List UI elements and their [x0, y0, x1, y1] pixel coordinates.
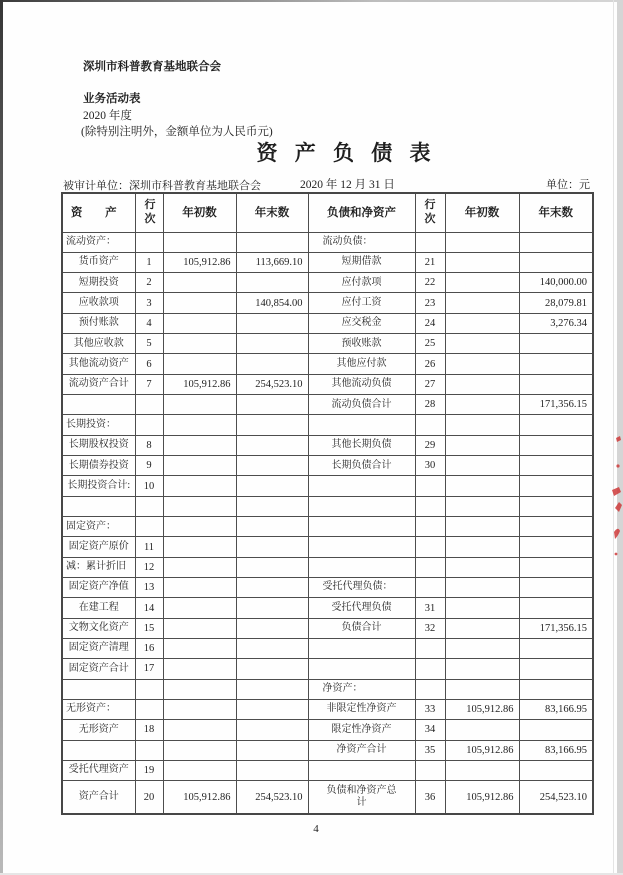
asset-label-cell: 其他应收款 — [62, 334, 135, 354]
table-row — [62, 395, 593, 415]
line-no-cell: 21 — [415, 252, 445, 272]
line-no-cell: 18 — [135, 720, 163, 740]
end-balance-cell — [519, 537, 593, 557]
start-balance-cell — [163, 537, 236, 557]
end-balance-cell — [519, 435, 593, 455]
asset-label-cell: 固定资产合计 — [62, 659, 135, 679]
liability-label-cell: 其他流动负债 — [308, 374, 415, 394]
liability-label-cell: 流动负债： — [308, 232, 415, 252]
asset-label-cell: 长期股权投资 — [62, 435, 135, 455]
liability-label-cell: 非限定性净资产 — [308, 700, 415, 720]
header-start-balance-cell: 年初数 — [163, 193, 236, 232]
line-no-cell: 22 — [415, 273, 445, 293]
table-row — [62, 679, 593, 699]
line-no-cell: 7 — [135, 374, 163, 394]
liability-label-cell — [308, 476, 415, 496]
start-balance-cell — [163, 293, 236, 313]
start-balance-cell — [163, 679, 236, 699]
line-no-cell — [415, 557, 445, 577]
end-balance-cell — [236, 415, 308, 435]
line-no-cell: 26 — [415, 354, 445, 374]
table-row — [62, 252, 593, 272]
line-no-cell — [415, 537, 445, 557]
start-balance-cell: 105,912.86 — [163, 252, 236, 272]
start-balance-cell — [163, 557, 236, 577]
line-no-cell: 3 — [135, 293, 163, 313]
start-balance-cell — [445, 557, 519, 577]
end-balance-cell — [236, 761, 308, 781]
end-balance-cell — [519, 374, 593, 394]
line-no-cell: 31 — [415, 598, 445, 618]
start-balance-cell — [445, 435, 519, 455]
table-row — [62, 639, 593, 659]
end-balance-cell — [519, 659, 593, 679]
balance-sheet-table — [61, 192, 594, 815]
report-date: 2020 年 12 月 31 日 — [300, 179, 395, 191]
end-balance-cell — [236, 456, 308, 476]
header-liability-label-cell: 负债和净资产 — [308, 193, 415, 232]
asset-label-cell: 固定资产原价 — [62, 537, 135, 557]
end-balance-cell — [236, 598, 308, 618]
end-balance-cell — [236, 313, 308, 333]
line-no-cell: 4 — [135, 313, 163, 333]
end-balance-cell: 254,523.10 — [236, 781, 308, 814]
table-row — [62, 435, 593, 455]
start-balance-cell — [445, 313, 519, 333]
asset-label-cell — [62, 679, 135, 699]
liability-label-cell: 负债和净资产总计 — [308, 781, 415, 814]
asset-label-cell: 应收款项 — [62, 293, 135, 313]
asset-label-cell — [62, 740, 135, 760]
table-row — [62, 273, 593, 293]
line-no-cell: 33 — [415, 700, 445, 720]
header-end-balance-cell: 年末数 — [236, 193, 308, 232]
liability-label-cell — [308, 517, 415, 537]
line-no-cell — [135, 700, 163, 720]
line-no-cell: 30 — [415, 456, 445, 476]
table-row — [62, 557, 593, 577]
start-balance-cell — [445, 334, 519, 354]
end-balance-cell — [519, 578, 593, 598]
liability-label-cell: 限定性净资产 — [308, 720, 415, 740]
end-balance-cell — [519, 496, 593, 516]
liability-label-cell: 流动负债合计 — [308, 395, 415, 415]
start-balance-cell — [445, 415, 519, 435]
end-balance-cell — [236, 334, 308, 354]
liability-label-cell — [308, 537, 415, 557]
start-balance-cell — [163, 435, 236, 455]
line-no-cell: 12 — [135, 557, 163, 577]
start-balance-cell — [163, 456, 236, 476]
end-balance-cell — [236, 517, 308, 537]
asset-label-cell: 无形资产： — [62, 700, 135, 720]
page-title-wrap — [100, 137, 593, 167]
end-balance-cell: 3,276.34 — [519, 313, 593, 333]
asset-label-cell: 无形资产 — [62, 720, 135, 740]
line-no-cell: 29 — [415, 435, 445, 455]
start-balance-cell — [163, 334, 236, 354]
end-balance-cell — [236, 273, 308, 293]
end-balance-cell: 254,523.10 — [519, 781, 593, 814]
end-balance-cell: 254,523.10 — [236, 374, 308, 394]
line-no-cell — [135, 395, 163, 415]
start-balance-cell — [445, 598, 519, 618]
line-no-cell — [415, 232, 445, 252]
line-no-cell: 9 — [135, 456, 163, 476]
liability-label-cell — [308, 496, 415, 516]
asset-label-cell: 流动资产： — [62, 232, 135, 252]
line-no-cell: 23 — [415, 293, 445, 313]
line-no-cell — [135, 496, 163, 516]
table-row — [62, 700, 593, 720]
table-row — [62, 456, 593, 476]
start-balance-cell — [163, 578, 236, 598]
header-line-no-cell: 行次 — [135, 193, 163, 232]
table-row — [62, 232, 593, 252]
line-no-cell — [415, 761, 445, 781]
liability-label-cell — [308, 761, 415, 781]
end-balance-cell: 113,669.10 — [236, 252, 308, 272]
asset-label-cell — [62, 496, 135, 516]
end-balance-cell — [236, 435, 308, 455]
liability-label-cell: 应付款项 — [308, 273, 415, 293]
start-balance-cell — [163, 517, 236, 537]
liability-label-cell: 负债合计 — [308, 618, 415, 638]
liability-label-cell: 长期负债合计 — [308, 456, 415, 476]
end-balance-cell — [519, 252, 593, 272]
asset-label-cell: 短期投资 — [62, 273, 135, 293]
asset-label-cell: 长期债券投资 — [62, 456, 135, 476]
asset-label-cell: 货币资产 — [62, 252, 135, 272]
table-row — [62, 740, 593, 760]
start-balance-cell — [163, 761, 236, 781]
end-balance-cell — [236, 395, 308, 415]
asset-label-cell: 固定资产： — [62, 517, 135, 537]
asset-label-cell: 文物文化资产 — [62, 618, 135, 638]
end-balance-cell — [236, 639, 308, 659]
end-balance-cell — [236, 232, 308, 252]
start-balance-cell — [445, 395, 519, 415]
line-no-cell: 6 — [135, 354, 163, 374]
start-balance-cell — [163, 232, 236, 252]
start-balance-cell — [445, 679, 519, 699]
line-no-cell: 24 — [415, 313, 445, 333]
line-no-cell: 35 — [415, 740, 445, 760]
start-balance-cell — [445, 720, 519, 740]
start-balance-cell — [163, 720, 236, 740]
start-balance-cell — [163, 598, 236, 618]
asset-label-cell: 在建工程 — [62, 598, 135, 618]
header-asset-label-cell: 资 产 — [62, 193, 135, 232]
table-row — [62, 415, 593, 435]
start-balance-cell — [445, 273, 519, 293]
end-balance-cell: 28,079.81 — [519, 293, 593, 313]
currency-unit-label: 单位：元 — [546, 179, 590, 191]
start-balance-cell: 105,912.86 — [445, 700, 519, 720]
table-row — [62, 476, 593, 496]
table-row — [62, 293, 593, 313]
start-balance-cell — [445, 476, 519, 496]
end-balance-cell — [236, 700, 308, 720]
liability-label-cell: 其他长期负债 — [308, 435, 415, 455]
currency-note: (除特别注明外，金额单位为人民币元) — [81, 126, 273, 138]
line-no-cell: 20 — [135, 781, 163, 814]
line-no-cell — [135, 232, 163, 252]
end-balance-cell — [236, 659, 308, 679]
end-balance-cell — [519, 720, 593, 740]
liability-label-cell: 净资产合计 — [308, 740, 415, 760]
table-row — [62, 313, 593, 333]
table-row — [62, 334, 593, 354]
start-balance-cell — [445, 374, 519, 394]
liability-label-cell — [308, 557, 415, 577]
page-title: 资 产 负 债 表 — [256, 141, 437, 165]
end-balance-cell — [519, 476, 593, 496]
start-balance-cell: 105,912.86 — [445, 740, 519, 760]
end-balance-cell — [519, 639, 593, 659]
table-row — [62, 496, 593, 516]
line-no-cell — [415, 679, 445, 699]
start-balance-cell — [163, 740, 236, 760]
start-balance-cell — [445, 252, 519, 272]
end-balance-cell — [519, 679, 593, 699]
end-balance-cell — [519, 517, 593, 537]
table-row — [62, 598, 593, 618]
line-no-cell: 17 — [135, 659, 163, 679]
line-no-cell — [415, 659, 445, 679]
start-balance-cell — [445, 537, 519, 557]
line-no-cell: 32 — [415, 618, 445, 638]
table-row — [62, 781, 593, 814]
table-row — [62, 761, 593, 781]
header-end-balance-cell: 年末数 — [519, 193, 593, 232]
start-balance-cell — [163, 639, 236, 659]
end-balance-cell: 83,166.95 — [519, 740, 593, 760]
end-balance-cell: 171,356.15 — [519, 618, 593, 638]
header-start-balance-cell: 年初数 — [445, 193, 519, 232]
line-no-cell — [415, 476, 445, 496]
start-balance-cell — [445, 232, 519, 252]
asset-label-cell: 预付账款 — [62, 313, 135, 333]
statement-name: 业务活动表 — [83, 93, 141, 105]
line-no-cell — [135, 679, 163, 699]
liability-label-cell: 受托代理负债 — [308, 598, 415, 618]
end-balance-cell — [519, 557, 593, 577]
line-no-cell — [415, 517, 445, 537]
end-balance-cell — [236, 720, 308, 740]
start-balance-cell — [163, 659, 236, 679]
line-no-cell: 8 — [135, 435, 163, 455]
end-balance-cell — [519, 598, 593, 618]
start-balance-cell: 105,912.86 — [445, 781, 519, 814]
start-balance-cell — [445, 293, 519, 313]
start-balance-cell — [163, 313, 236, 333]
table-row — [62, 720, 593, 740]
line-no-cell — [135, 517, 163, 537]
end-balance-cell — [236, 537, 308, 557]
liability-label-cell: 应付工资 — [308, 293, 415, 313]
table-row — [62, 618, 593, 638]
start-balance-cell — [163, 618, 236, 638]
table-body — [62, 232, 593, 814]
table-row — [62, 537, 593, 557]
line-no-cell — [415, 639, 445, 659]
scan-edge-left — [0, 0, 3, 875]
end-balance-cell — [236, 476, 308, 496]
end-balance-cell: 83,166.95 — [519, 700, 593, 720]
asset-label-cell: 减：累计折旧 — [62, 557, 135, 577]
end-balance-cell — [519, 415, 593, 435]
liability-label-cell: 预收账款 — [308, 334, 415, 354]
end-balance-cell — [519, 761, 593, 781]
page-number: 4 — [313, 823, 319, 835]
end-balance-cell — [519, 456, 593, 476]
line-no-cell: 13 — [135, 578, 163, 598]
asset-label-cell: 长期投资： — [62, 415, 135, 435]
end-balance-cell — [519, 334, 593, 354]
header-line-no-cell: 行次 — [415, 193, 445, 232]
end-balance-cell — [236, 578, 308, 598]
end-balance-cell: 140,854.00 — [236, 293, 308, 313]
start-balance-cell — [445, 639, 519, 659]
asset-label-cell: 固定资产净值 — [62, 578, 135, 598]
audited-unit-label: 被审计单位：深圳市科普教育基地联合会 — [63, 180, 261, 192]
start-balance-cell: 105,912.86 — [163, 374, 236, 394]
liability-label-cell — [308, 639, 415, 659]
start-balance-cell — [445, 578, 519, 598]
start-balance-cell — [163, 415, 236, 435]
asset-label-cell: 资产合计 — [62, 781, 135, 814]
line-no-cell — [415, 415, 445, 435]
end-balance-cell — [519, 232, 593, 252]
line-no-cell: 19 — [135, 761, 163, 781]
start-balance-cell — [163, 273, 236, 293]
liability-label-cell: 其他应付款 — [308, 354, 415, 374]
asset-label-cell: 受托代理资产 — [62, 761, 135, 781]
table-header — [62, 193, 593, 232]
end-balance-cell: 171,356.15 — [519, 395, 593, 415]
line-no-cell: 25 — [415, 334, 445, 354]
line-no-cell: 34 — [415, 720, 445, 740]
scan-edge-top — [0, 0, 623, 2]
line-no-cell: 10 — [135, 476, 163, 496]
asset-label-cell — [62, 395, 135, 415]
start-balance-cell — [445, 659, 519, 679]
table-row — [62, 354, 593, 374]
line-no-cell — [415, 496, 445, 516]
end-balance-cell — [519, 354, 593, 374]
end-balance-cell — [236, 354, 308, 374]
liability-label-cell: 受托代理负债： — [308, 578, 415, 598]
line-no-cell: 5 — [135, 334, 163, 354]
asset-label-cell: 长期投资合计: — [62, 476, 135, 496]
end-balance-cell — [236, 679, 308, 699]
start-balance-cell — [445, 496, 519, 516]
start-balance-cell — [163, 354, 236, 374]
liability-label-cell — [308, 415, 415, 435]
table-row — [62, 517, 593, 537]
line-no-cell — [135, 415, 163, 435]
asset-label-cell: 流动资产合计 — [62, 374, 135, 394]
liability-label-cell: 应交税金 — [308, 313, 415, 333]
liability-label-cell: 净资产： — [308, 679, 415, 699]
asset-label-cell: 其他流动资产 — [62, 354, 135, 374]
start-balance-cell — [163, 476, 236, 496]
start-balance-cell — [163, 395, 236, 415]
liability-label-cell — [308, 659, 415, 679]
line-no-cell: 16 — [135, 639, 163, 659]
line-no-cell: 14 — [135, 598, 163, 618]
end-balance-cell — [236, 618, 308, 638]
end-balance-cell — [236, 557, 308, 577]
start-balance-cell — [163, 496, 236, 516]
line-no-cell: 36 — [415, 781, 445, 814]
table-row — [62, 659, 593, 679]
organization-name: 深圳市科普教育基地联合会 — [83, 61, 221, 73]
line-no-cell: 15 — [135, 618, 163, 638]
line-no-cell — [415, 578, 445, 598]
table-row — [62, 578, 593, 598]
line-no-cell: 1 — [135, 252, 163, 272]
line-no-cell: 11 — [135, 537, 163, 557]
table-row — [62, 374, 593, 394]
end-balance-cell — [236, 740, 308, 760]
red-stamp-fragment-icon — [604, 428, 622, 578]
fiscal-year: 2020 年度 — [83, 110, 132, 122]
end-balance-cell: 140,000.00 — [519, 273, 593, 293]
start-balance-cell — [445, 456, 519, 476]
asset-label-cell: 固定资产清理 — [62, 639, 135, 659]
start-balance-cell: 105,912.86 — [163, 781, 236, 814]
line-no-cell — [135, 740, 163, 760]
liability-label-cell: 短期借款 — [308, 252, 415, 272]
start-balance-cell — [445, 761, 519, 781]
line-no-cell: 28 — [415, 395, 445, 415]
start-balance-cell — [445, 517, 519, 537]
start-balance-cell — [445, 618, 519, 638]
line-no-cell: 27 — [415, 374, 445, 394]
line-no-cell: 2 — [135, 273, 163, 293]
start-balance-cell — [445, 354, 519, 374]
end-balance-cell — [236, 496, 308, 516]
start-balance-cell — [163, 700, 236, 720]
